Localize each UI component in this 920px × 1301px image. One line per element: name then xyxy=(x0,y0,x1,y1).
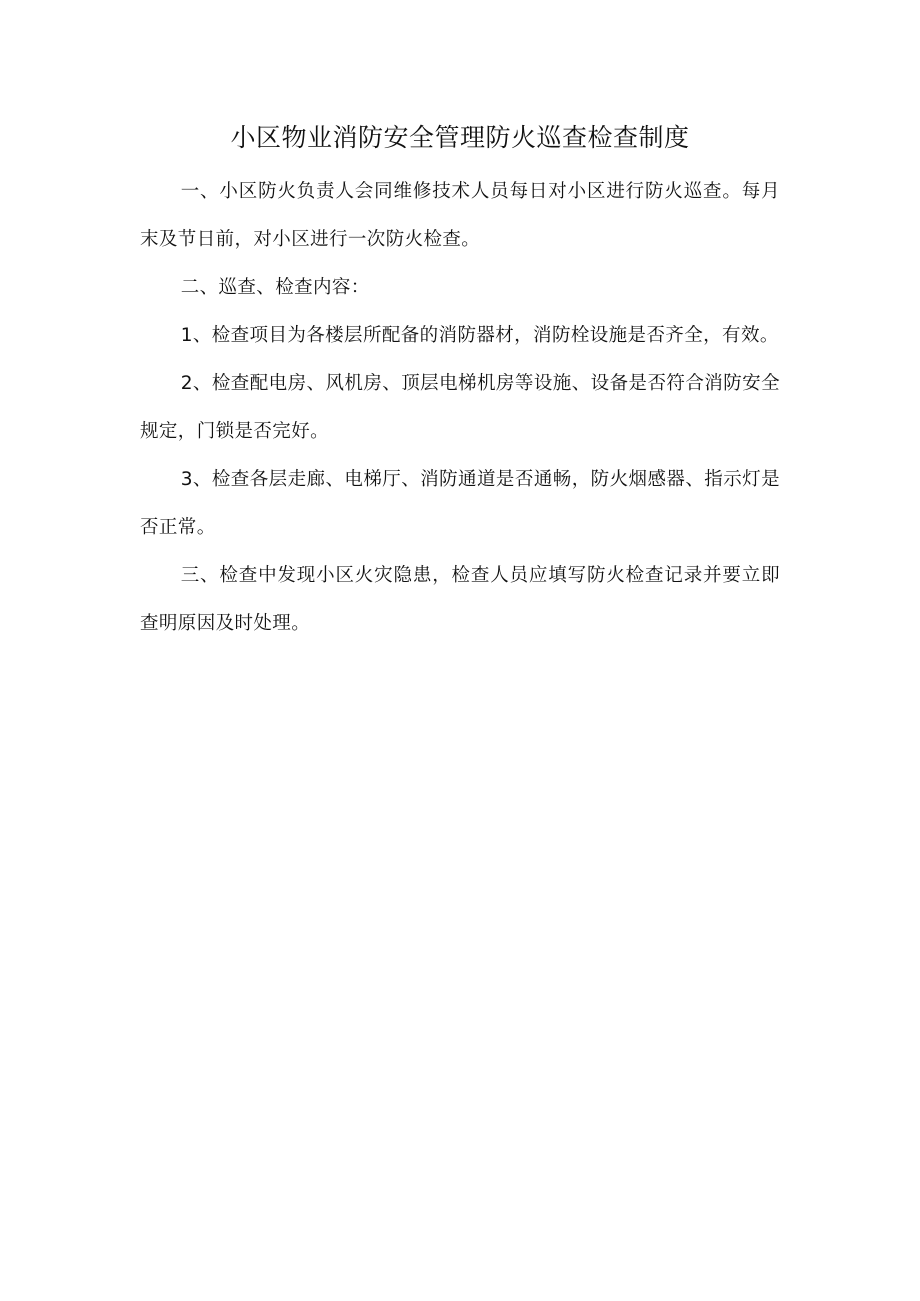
paragraph-item-3: 3、检查各层走廊、电梯厅、消防通道是否通畅，防火烟感器、指示灯是否正常。 xyxy=(140,469,780,538)
paragraph-item-1: 1、检查项目为各楼层所配备的消防器材，消防栓设施是否齐全，有效。 xyxy=(180,325,779,346)
document-body xyxy=(140,168,780,648)
paragraph-content-heading: 二、巡查、检查内容： xyxy=(180,277,370,298)
paragraph-item-2: 2、检查配电房、风机房、顶层电梯机房等设施、设备是否符合消防安全规定，门锁是否完好。 xyxy=(140,373,780,442)
paragraph-daily-patrol: 一、小区防火负责人会同维修技术人员每日对小区进行防火巡查。每月末及节日前，对小区进行一次防火检查。 xyxy=(140,181,780,250)
document-title: 小区物业消防安全管理防火巡查检查制度 xyxy=(230,123,690,152)
paragraph-hazard-handling: 三、检查中发现小区火灾隐患，检查人员应填写防火检查记录并要立即查明原因及时处理。 xyxy=(140,565,780,634)
